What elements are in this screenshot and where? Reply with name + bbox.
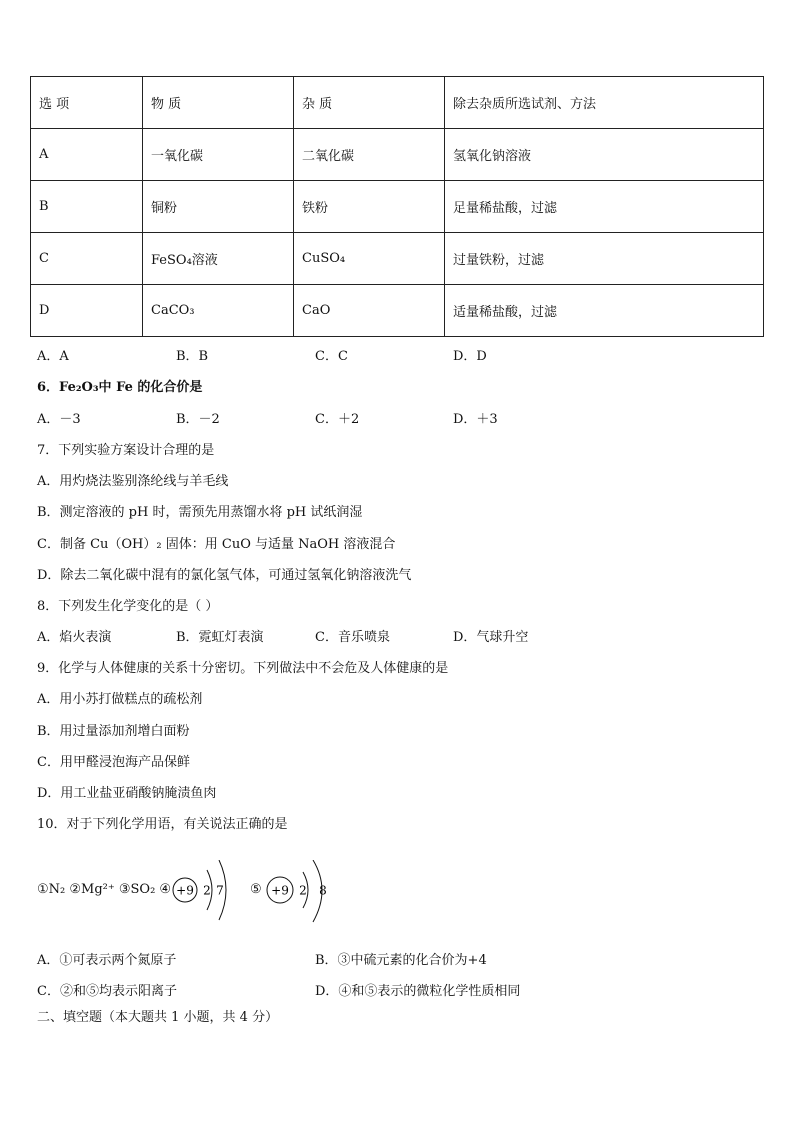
q7-stem: 7．下列实验方案设计合理的是 [37,443,215,458]
q6-option-b[interactable]: B．－2 [176,412,220,427]
q9-option-a[interactable]: A．用小苏打做糕点的疏松剂 [37,692,203,707]
q10-option-b[interactable]: B．③中硫元素的化合价为+4 [315,953,487,968]
table-cell: 过量铁粉，过滤 [445,233,764,285]
table-header-cell: 物 质 [143,77,294,129]
table-row [31,129,764,181]
q8-option-a[interactable]: A．焰火表演 [37,630,112,645]
q5-option-b[interactable]: B．B [176,349,209,364]
table-cell: CuSO₄ [294,233,445,285]
q7-option-a[interactable]: A．用灼烧法鉴别涤纶线与羊毛线 [37,474,229,489]
q7-option-c[interactable]: C．制备 Cu（OH）₂ 固体：用 CuO 与适量 NaOH 溶液混合 [37,537,396,552]
q6-stem: 6．Fe₂O₃中 Fe 的化合价是 [37,380,203,395]
q7-option-d[interactable]: D．除去二氧化碳中混有的氯化氢气体，可通过氢氧化钠溶液洗气 [37,568,412,583]
q5-table [30,76,764,337]
q10-formula-label-5: ⑤ [250,882,262,897]
q8-option-b[interactable]: B．霓虹灯表演 [176,630,264,645]
table-row [31,285,764,337]
q9-option-c[interactable]: C．用甲醛浸泡海产品保鲜 [37,755,190,770]
q9-option-b[interactable]: B．用过量添加剂增白面粉 [37,724,190,739]
table-cell: 铜粉 [143,181,294,233]
q7-option-b[interactable]: B．测定溶液的 pH 时，需预先用蒸馏水将 pH 试纸润湿 [37,505,363,520]
table-cell: 足量稀盐酸，过滤 [445,181,764,233]
shell-electron-count: 7 [216,883,224,898]
q5-option-a[interactable]: A．A [37,349,69,364]
q8-stem: 8．下列发生化学变化的是（ ） [37,599,219,614]
table-cell: 氢氧化钠溶液 [445,129,764,181]
q10-option-a[interactable]: A．①可表示两个氮原子 [37,953,177,968]
table-cell: 二氧化碳 [294,129,445,181]
table-cell: D [31,285,143,337]
nucleus-charge: +9 [176,883,194,898]
q9-stem: 9．化学与人体健康的关系十分密切。下列做法中不会危及人体健康的是 [37,661,449,676]
shell-electron-count: 2 [203,883,211,898]
table-header-cell: 杂 质 [294,77,445,129]
q5-option-c[interactable]: C．C [315,349,348,364]
q10-option-d[interactable]: D．④和⑤表示的微粒化学性质相同 [315,984,521,999]
q10-option-c[interactable]: C．②和⑤均表示阳离子 [37,984,177,999]
table-cell: 铁粉 [294,181,445,233]
table-row [31,233,764,285]
table-cell: 适量稀盐酸，过滤 [445,285,764,337]
shell-electron-count: 8 [319,883,327,898]
q10-formula-group [37,860,357,930]
nucleus-charge: +9 [271,883,289,898]
table-cell: A [31,129,143,181]
q6-option-c[interactable]: C．＋2 [315,412,360,427]
table-header-cell: 选 项 [31,77,143,129]
table-cell: CaO [294,285,445,337]
q5-option-d[interactable]: D．D [453,349,487,364]
q8-option-d[interactable]: D．气球升空 [453,630,529,645]
q6-option-d[interactable]: D．＋3 [453,412,498,427]
table-cell: C [31,233,143,285]
table-cell: CaCO₃ [143,285,294,337]
table-header-cell: 除去杂质所选试剂、方法 [445,77,764,129]
atom-structure-5 [265,860,345,930]
table-row [31,181,764,233]
q8-option-c[interactable]: C．音乐喷泉 [315,630,390,645]
table-header-row [31,77,764,129]
q9-option-d[interactable]: D．用工业盐亚硝酸钠腌渍鱼肉 [37,786,217,801]
shell-electron-count: 2 [299,883,307,898]
q6-option-a[interactable]: A．－3 [37,412,81,427]
atom-structure-4 [171,860,251,930]
q10-stem: 10．对于下列化学用语，有关说法正确的是 [37,817,288,832]
q10-formula-text: ①N₂ ②Mg²⁺ ③SO₂ ④ [37,882,172,897]
section-2-heading: 二、填空题（本大题共 1 小题，共 4 分） [37,1010,279,1025]
table-cell: FeSO₄溶液 [143,233,294,285]
table-cell: 一氧化碳 [143,129,294,181]
table-cell: B [31,181,143,233]
